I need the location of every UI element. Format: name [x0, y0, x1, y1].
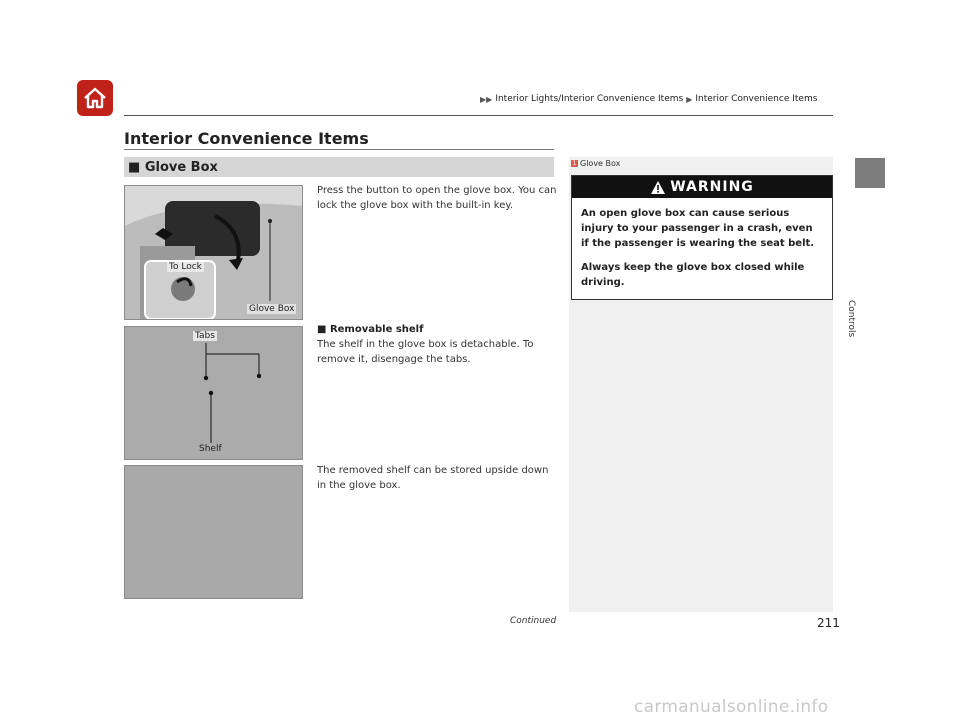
home-button[interactable]	[77, 80, 113, 116]
header-rule	[124, 115, 833, 116]
breadcrumb-item-2[interactable]: Interior Convenience Items	[695, 94, 818, 104]
section-header	[124, 157, 554, 177]
tabs-label: Tabs	[195, 331, 215, 341]
warning-box	[571, 175, 833, 300]
glove-box-drawing	[125, 186, 303, 320]
glove-box-illustration	[124, 185, 303, 320]
chapter-tab-label: Controls	[846, 300, 856, 338]
intro-paragraph: Press the button to open the glove box. You can lock the glove box with the built-in key.	[317, 185, 557, 211]
warning-paragraph-1: An open glove box can cause serious injury to your passenger in a crash, even if the passenger is wearing the seat belt.	[581, 208, 815, 249]
glove-box-label: Glove Box	[249, 304, 295, 314]
breadcrumb-item-1[interactable]: Interior Lights/Interior Convenience Items	[495, 94, 684, 104]
shelf-label: Shelf	[199, 444, 222, 454]
shelf-tabs-illustration	[124, 326, 303, 460]
page-title: Interior Convenience Items	[124, 129, 369, 148]
chevron-right-icon: ▶▶	[480, 94, 493, 104]
section-title: Glove Box	[144, 159, 218, 175]
chevron-right-icon: ▶	[686, 94, 693, 104]
home-icon	[81, 84, 109, 112]
subsection-title: ■ Removable shelf	[317, 324, 424, 335]
section-square-icon: ■	[128, 159, 145, 175]
sidebar-reference-label: Glove Box	[580, 159, 621, 168]
stored-shelf-paragraph: The removed shelf can be stored upside down in the glove box.	[317, 465, 549, 491]
warning-header	[572, 176, 832, 198]
to-lock-label: To Lock	[169, 262, 202, 272]
sidebar-reference[interactable]	[571, 159, 620, 168]
watermark: carmanualsonline.info	[634, 697, 829, 717]
page-number: 211	[817, 616, 840, 630]
reference-icon: 1	[572, 160, 577, 167]
title-rule	[124, 149, 554, 150]
warning-title: WARNING	[670, 179, 754, 195]
warning-triangle-icon	[650, 180, 666, 195]
removable-shelf-paragraph: The shelf in the glove box is detachable. To remove it, disengage the tabs.	[317, 339, 534, 365]
warning-body	[572, 198, 832, 298]
chapter-tab[interactable]	[855, 158, 885, 188]
continued-label: Continued	[510, 616, 557, 626]
shelf-drawing	[125, 327, 303, 460]
stored-shelf-illustration	[124, 465, 303, 599]
warning-paragraph-2: Always keep the glove box closed while driving.	[581, 262, 805, 288]
removable-shelf-block	[317, 322, 557, 367]
breadcrumb	[480, 94, 817, 104]
